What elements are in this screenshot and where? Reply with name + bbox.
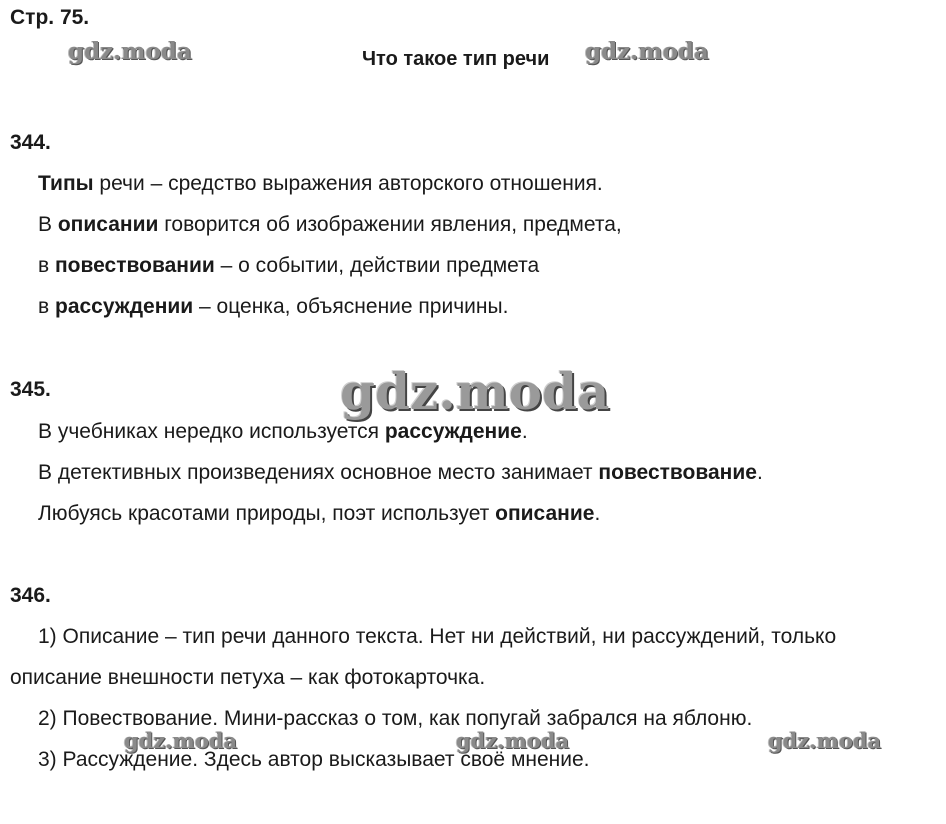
watermark-logo: gdz.moda xyxy=(768,728,882,753)
task-344-line-1: Типы речи – средство выражения авторского отношения. xyxy=(38,172,603,195)
page-title: Что такое тип речи xyxy=(362,48,550,70)
task-number-345: 345. xyxy=(10,378,51,401)
task-345-line-2: В детективных произведениях основное место занимает повествование. xyxy=(38,461,763,484)
task-344-line-4: в рассуждении – оценка, объяснение причины. xyxy=(38,295,509,318)
watermark-logo: gdz.moda xyxy=(68,38,192,65)
task-346-line-1: 1) Описание – тип речи данного текста. Нет ни действий, ни рассуждений, только xyxy=(38,625,837,648)
task-344-line-2: В описании говорится об изображении явления, предмета, xyxy=(38,213,622,236)
task-344-line-3: в повествовании – о событии, действии предмета xyxy=(38,254,540,277)
watermark-logo: gdz.moda xyxy=(340,362,610,421)
task-346-line-2: описание внешности петуха – как фотокарточка. xyxy=(10,666,486,689)
task-number-346: 346. xyxy=(10,584,51,607)
page-number: Стр. 75. xyxy=(10,6,90,29)
task-346-line-3: 2) Повествование. Мини-рассказ о том, как попугай забрался на яблоню. xyxy=(38,707,753,730)
task-number-344: 344. xyxy=(10,131,51,154)
watermark-logo: gdz.moda xyxy=(585,38,709,65)
watermark-logo: gdz.moda xyxy=(456,728,570,753)
task-345-line-1: В учебниках нередко используется рассуждение. xyxy=(38,420,528,443)
watermark-logo: gdz.moda xyxy=(124,728,238,753)
task-345-line-3: Любуясь красотами природы, поэт использует описание. xyxy=(38,502,601,525)
task-346-line-4: 3) Рассуждение. Здесь автор высказывает своё мнение. xyxy=(38,748,590,771)
